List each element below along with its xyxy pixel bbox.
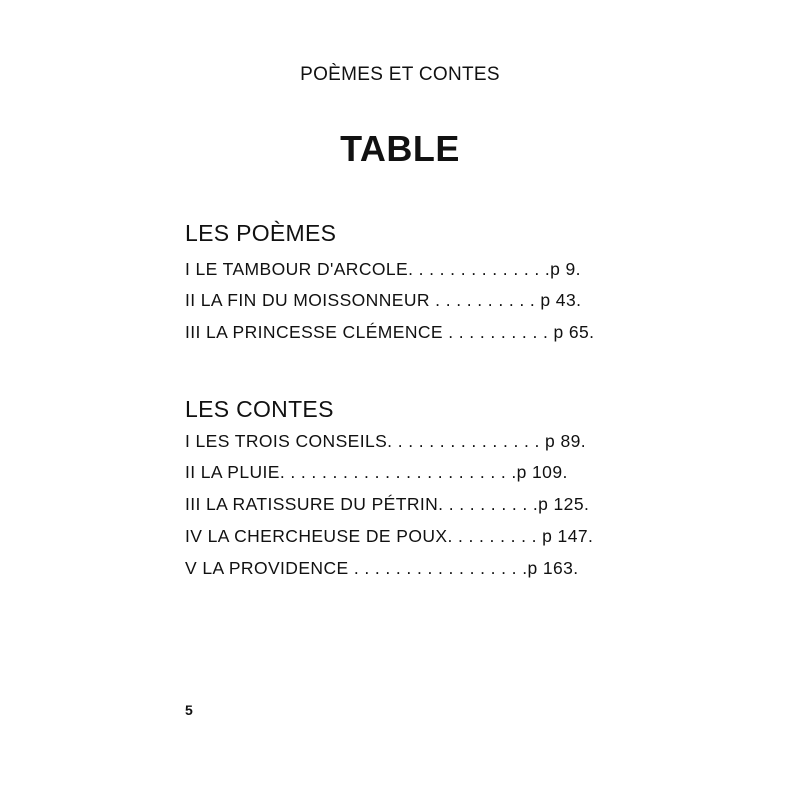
toc-entry: II LA PLUIE. . . . . . . . . . . . . . . . . . . . . . .p 109. xyxy=(185,462,568,482)
section-heading-contes: LES CONTES xyxy=(185,396,334,422)
section-heading-poemes: LES POÈMES xyxy=(185,220,337,246)
toc-entry: III LA RATISSURE DU PÉTRIN. . . . . . . . . .p 125. xyxy=(185,494,590,514)
book-header: POÈMES ET CONTES xyxy=(300,64,500,85)
toc-entry: II LA FIN DU MOISSONNEUR . . . . . . . . . . p 43. xyxy=(185,290,582,310)
toc-entry: I LE TAMBOUR D'ARCOLE. . . . . . . . . . . . . .p 9. xyxy=(185,259,581,279)
toc-entry: I LES TROIS CONSEILS. . . . . . . . . . . . . . . p 89. xyxy=(185,431,586,451)
page-number: 5 xyxy=(185,702,193,718)
toc-entry: III LA PRINCESSE CLÉMENCE . . . . . . . . . . p 65. xyxy=(185,322,595,342)
page-title: TABLE xyxy=(340,128,460,169)
toc-entry: IV LA CHERCHEUSE DE POUX. . . . . . . . . p 147. xyxy=(185,526,594,546)
toc-entry: V LA PROVIDENCE . . . . . . . . . . . . . . . . .p 163. xyxy=(185,558,579,578)
